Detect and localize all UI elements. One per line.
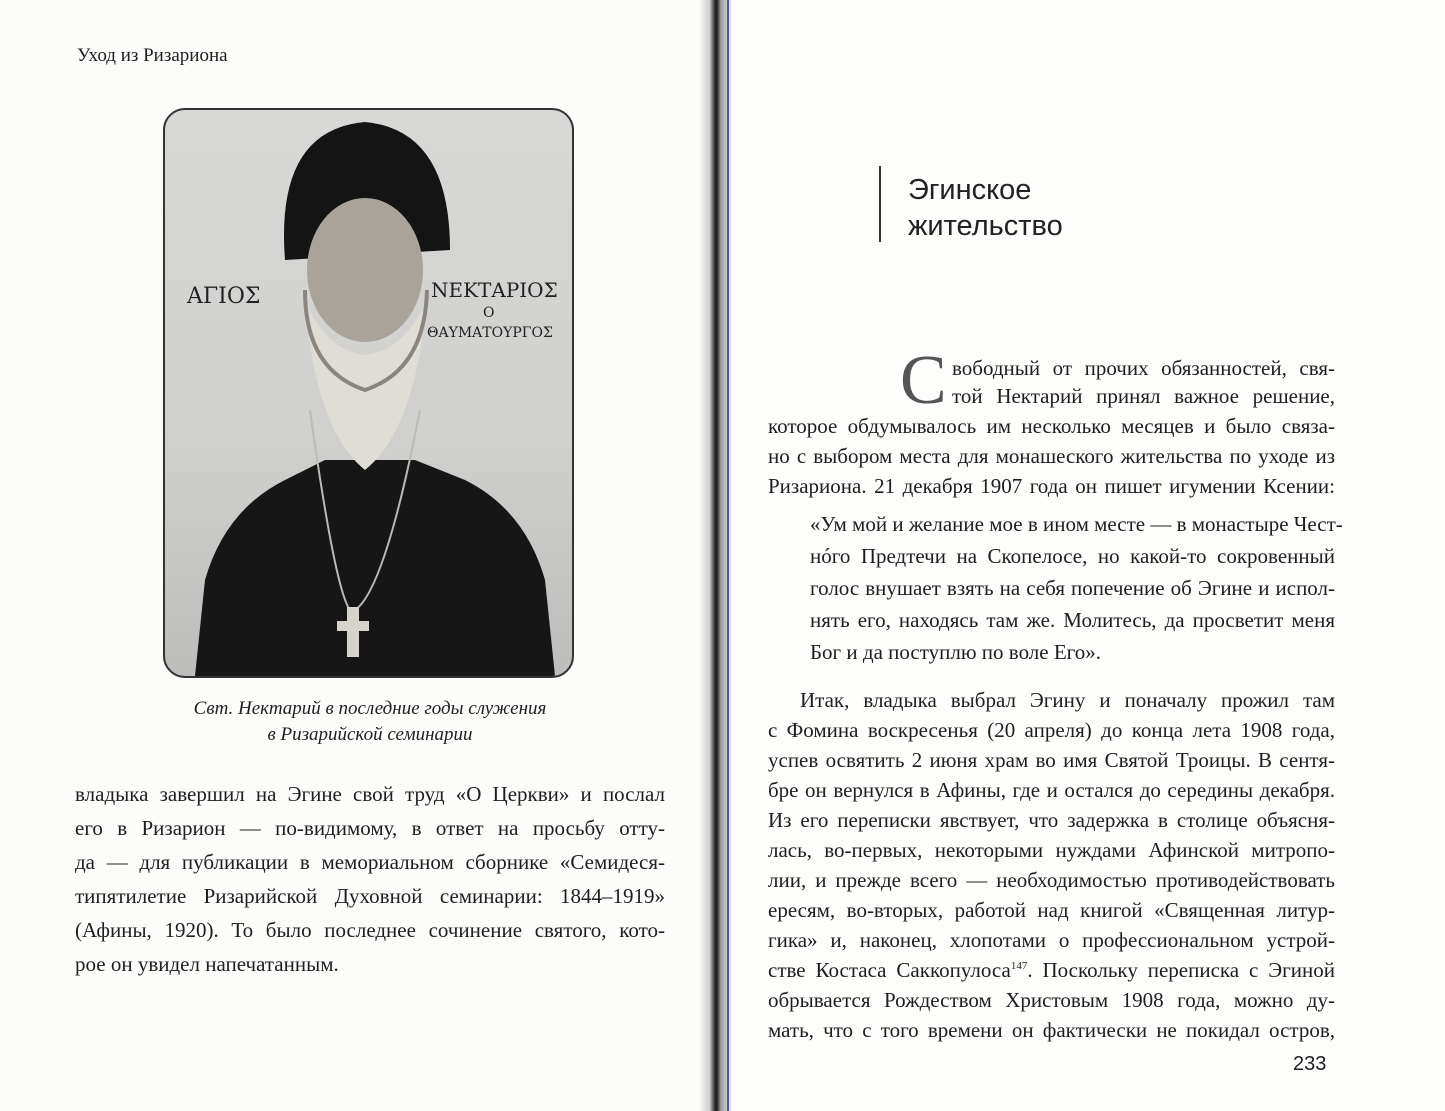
body-line: Ризариона. 21 декабря 1907 года он пишет игумении Ксении: [768, 474, 1335, 498]
body-line: вободный от прочих обязанностей, свя- [952, 356, 1335, 380]
body-line: типятилетие Ризарийской Духовной семинарии: 1844–1919» [75, 884, 665, 908]
chapter-heading-line-1: Эгинское [908, 174, 1032, 206]
body-text: . Поскольку переписка с Эгиной [1027, 958, 1335, 982]
inscription-left: ΑΓΙΟΣ [187, 284, 261, 309]
body-line: бре он вернулся в Афины, где и остался до середины декабря. [768, 778, 1335, 802]
body-line: (Афины, 1920). То было последнее сочинение святого, кото- [75, 918, 665, 942]
portrait-photo [163, 108, 574, 678]
photo-caption-line-2: в Ризарийской семинарии [267, 724, 473, 745]
body-line: гика» и, наконец, хлопотами о профессиональном устрой- [768, 928, 1335, 952]
quote-line: нять его, находясь там же. Молитесь, да просветит меня [810, 608, 1335, 632]
body-line: но с выбором места для монашеского жительства по уходе из [768, 444, 1335, 468]
body-text: стве Костаса Саккопулоса [768, 958, 1011, 982]
photo-caption-line-1: Свт. Нектарий в последние годы служения [193, 698, 547, 719]
quote-line: Бог и да поступлю по воле Его». [810, 640, 1102, 664]
body-line: той Нектарий принял важное решение, [952, 384, 1335, 408]
inscription-right: ΝΕΚΤΑΡΙΟΣ [431, 278, 558, 302]
body-line: с Фомина воскресенья (20 апреля) до конца лета 1908 года, [768, 718, 1335, 742]
quote-line: «Ум мой и желание мое в ином месте — в монастыре Чест- [810, 512, 1343, 536]
body-line: которое обдумывалось им несколько месяцев и было связа- [768, 414, 1335, 438]
heading-rule [879, 166, 881, 242]
body-line: мать, что с того времени он фактически не покидал остров, [768, 1018, 1335, 1042]
body-line: Из его переписки явствует, что задержка в столице объясня- [768, 808, 1335, 832]
body-line: ересям, во-вторых, работой над книгой «Священная литур- [768, 898, 1335, 922]
footnote-ref[interactable]: 147 [1010, 960, 1028, 972]
body-line: да — для публикации в мемориальном сборнике «Семидеся- [75, 850, 665, 874]
chapter-heading-line-2: жительство [908, 210, 1063, 242]
drop-cap: С [900, 342, 947, 419]
quote-line: голос внушает взять на себя попечение об Эгине и испол- [810, 576, 1335, 600]
inscription-thaumatourgos: ΘΑΥΜΑΤΟΥΡΓΟΣ [427, 325, 553, 341]
spine-edge [727, 0, 729, 1111]
body-line: лась, во-первых, некоторыми нуждами Афинской митропо- [768, 838, 1335, 862]
quote-line: нóго Предтечи на Скопелосе, но какой-то сокровенный [810, 544, 1335, 568]
body-line: его в Ризарион — по-видимому, в ответ на просьбу отту- [75, 816, 665, 840]
body-line: рое он увидел напечатанным. [75, 952, 339, 976]
body-line: владыка завершил на Эгине свой труд «О Церкви» и послал [75, 782, 665, 806]
body-line: лии, и прежде всего — необходимостью противодействовать [768, 868, 1335, 892]
page-number: 233 [1293, 1053, 1327, 1075]
body-line: обрывается Рождеством Христовым 1908 года, можно ду- [768, 988, 1335, 1012]
body-line: Итак, владыка выбрал Эгину и поначалу прожил там [800, 688, 1335, 712]
running-head: Уход из Ризариона [77, 45, 228, 66]
portrait-figure [165, 110, 572, 676]
body-line-with-footnote [768, 958, 1335, 982]
inscription-o: Ο [483, 305, 495, 321]
body-line: успев освятить 2 июня храм во имя Святой Троицы. В сентя- [768, 748, 1335, 772]
